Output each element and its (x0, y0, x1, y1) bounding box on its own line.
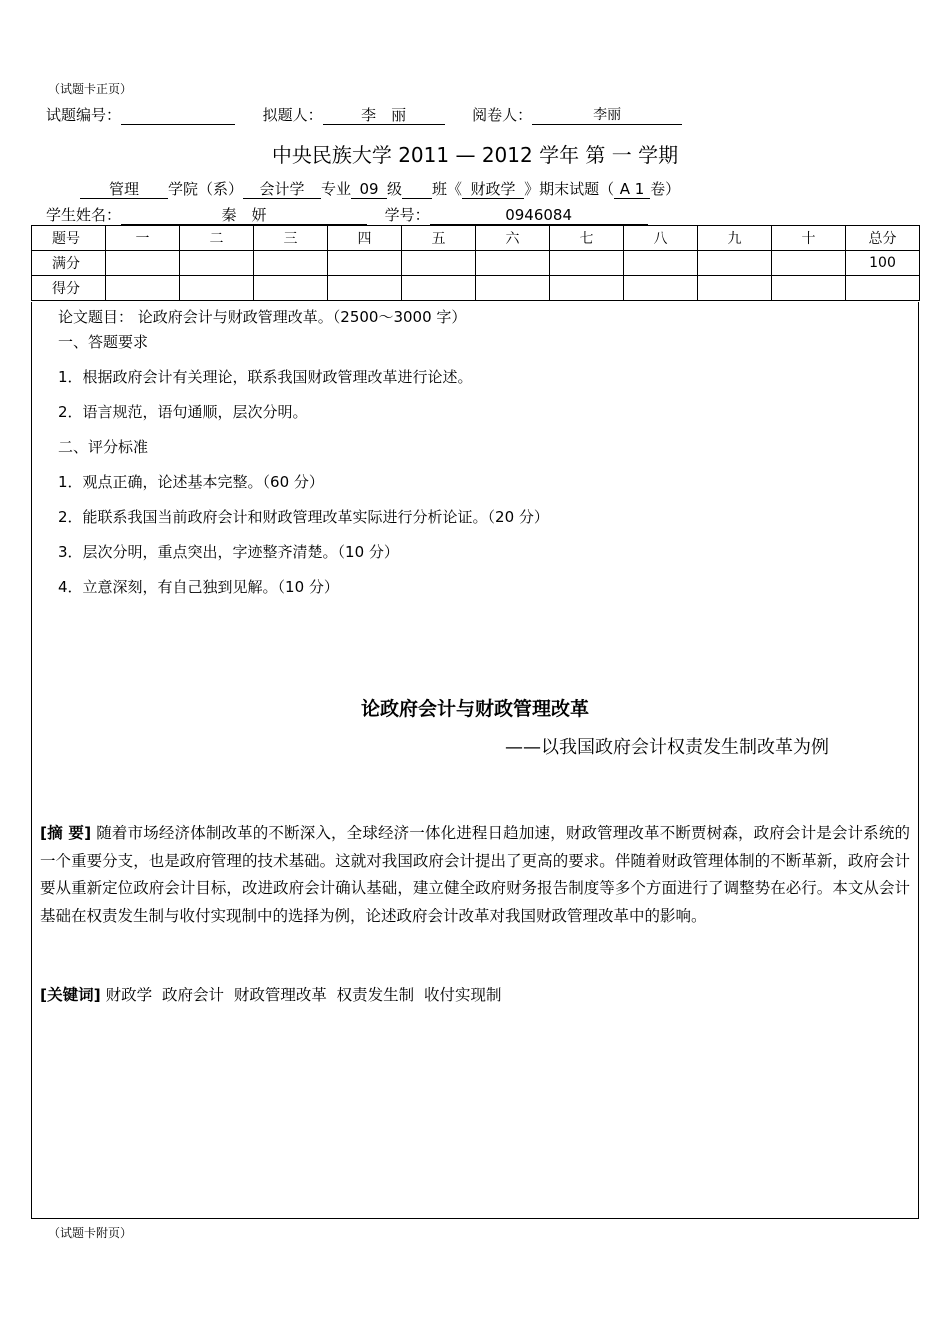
college-field: 管理 (80, 181, 168, 199)
student-line (46, 204, 648, 225)
answer-box (31, 302, 919, 1219)
college-label: 学院（系） (168, 180, 244, 198)
table-cell (328, 276, 402, 301)
table-cell (550, 251, 624, 276)
table-cell (698, 276, 772, 301)
scoring-heading: 二、评分标准 (58, 438, 149, 456)
table-cell (476, 251, 550, 276)
essay-abstract (40, 820, 910, 930)
course-line (80, 178, 680, 199)
table-cell: 总分 (846, 226, 920, 251)
requirements-heading: 一、答题要求 (58, 333, 149, 351)
setter-label: 拟题人： (262, 106, 323, 124)
table-cell (772, 276, 846, 301)
abstract-label: [摘 要] (40, 824, 92, 842)
keywords-label: [关键词] (40, 986, 101, 1004)
page-top-note: （试题卡正页） (48, 82, 133, 96)
table-cell (106, 276, 180, 301)
table-cell (254, 276, 328, 301)
table-cell (624, 251, 698, 276)
requirement-item: 2．语言规范，语句通顺，层次分明。 (58, 403, 308, 421)
essay-keywords (40, 983, 502, 1005)
exam-no-label: 试题编号： (46, 106, 122, 124)
scoring-item: 2．能联系我国当前政府会计和财政管理改革实际进行分析论证。（20 分） (58, 508, 549, 526)
table-cell: 九 (698, 226, 772, 251)
essay-subtitle: ——以我国政府会计权责发生制改革为例 (505, 737, 829, 758)
table-cell (624, 276, 698, 301)
meta-line (46, 104, 682, 125)
scoring-item: 1．观点正确，论述基本完整。（60 分） (58, 473, 324, 491)
scoring-item: 3．层次分明，重点突出，字迹整齐清楚。（10 分） (58, 543, 399, 561)
course-field: 财政学 (462, 181, 524, 199)
paper-field: A 1 (614, 181, 650, 199)
table-cell (180, 276, 254, 301)
table-cell (550, 276, 624, 301)
table-cell: 五 (402, 226, 476, 251)
table-cell: 四 (328, 226, 402, 251)
grade-field: 09 (351, 181, 387, 199)
setter-field: 李 丽 (323, 107, 445, 125)
table-cell: 100 (846, 251, 920, 276)
score-table-full-marks-row (32, 251, 920, 276)
course-suffix: 》期末试题（ (524, 180, 615, 198)
class-label: 班《 (432, 180, 463, 198)
major-label: 专业 (321, 180, 352, 198)
score-table-score-row (32, 276, 920, 301)
requirement-item: 1．根据政府会计有关理论，联系我国财政管理改革进行论述。 (58, 368, 473, 386)
table-cell: 二 (180, 226, 254, 251)
table-cell (476, 276, 550, 301)
table-cell (180, 251, 254, 276)
exam-header-title: 中央民族大学 2011 — 2012 学年 第 一 学期 (271, 143, 679, 167)
table-cell: 题号 (32, 226, 106, 251)
table-cell: 满分 (32, 251, 106, 276)
table-cell: 一 (106, 226, 180, 251)
table-cell (328, 251, 402, 276)
student-name-field: 秦 妍 (121, 207, 367, 225)
table-cell: 十 (772, 226, 846, 251)
table-cell (254, 251, 328, 276)
grade-label: 级 (387, 180, 403, 198)
table-cell (402, 276, 476, 301)
table-cell: 八 (624, 226, 698, 251)
table-cell (402, 251, 476, 276)
page-bottom-note: （试题卡附页） (48, 1226, 133, 1240)
table-cell: 六 (476, 226, 550, 251)
abstract-text: 随着市场经济体制改革的不断深入，全球经济一体化进程日趋加速，财政管理改革不断贾树森，政府会计是会计系统的一个重要分支，也是政府管理的技术基础。这就对我国政府会计提出了更高的要求。伴随着财政管理体制的不断革新，政府会计要从重新定位政府会计目标，改进政府会计确认基础，建立健全政府财务报告制度等多个方面进行了调整势在必行。本文从会计基础在权责发生制与收付实现制中的选择为例，论述政府会计改革对我国财政管理改革中的影响。 (40, 824, 910, 925)
essay-topic: 论文题目： 论政府会计与财政管理改革。（2500～3000 字） (58, 308, 467, 326)
student-id-label: 学号： (384, 206, 430, 224)
table-cell (846, 276, 920, 301)
exam-no-field (121, 107, 235, 125)
table-cell (106, 251, 180, 276)
table-cell (772, 251, 846, 276)
student-id-field: 0946084 (430, 207, 648, 225)
paper-suffix: 卷） (650, 180, 681, 198)
grader-label: 阅卷人： (472, 106, 533, 124)
student-name-label: 学生姓名： (46, 206, 122, 224)
class-field (402, 181, 432, 199)
keywords-text: 财政学 政府会计 财政管理改革 权责发生制 收付实现制 (105, 986, 502, 1004)
table-cell: 七 (550, 226, 624, 251)
score-table (31, 225, 920, 301)
scoring-item: 4．立意深刻，有自己独到见解。（10 分） (58, 578, 339, 596)
table-cell: 三 (254, 226, 328, 251)
essay-title: 论政府会计与财政管理改革 (360, 698, 589, 720)
table-cell: 得分 (32, 276, 106, 301)
grader-field: 李丽 (532, 107, 682, 125)
score-table-header-row (32, 226, 920, 251)
table-cell (698, 251, 772, 276)
major-field: 会计学 (243, 181, 321, 199)
